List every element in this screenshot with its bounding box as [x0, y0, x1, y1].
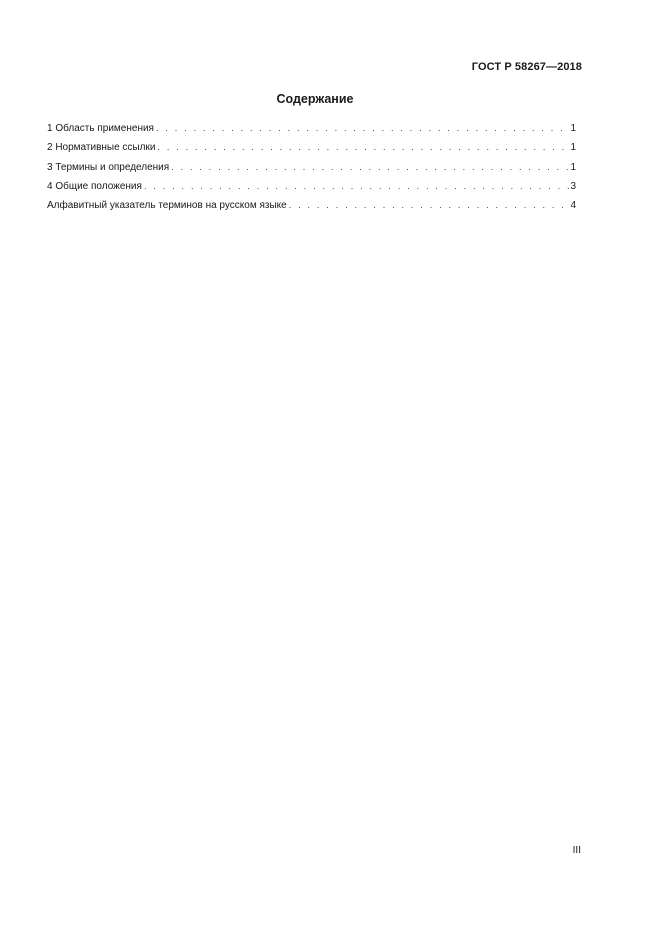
toc-entry[interactable] [47, 162, 576, 181]
toc-entry-page: 1 [570, 142, 576, 154]
toc-entry-page: 4 [570, 200, 576, 212]
toc-entry[interactable] [47, 181, 576, 200]
toc-dot-leader [156, 123, 569, 133]
toc-entry-label: 3 Термины и определения [47, 161, 170, 173]
toc-entry-label: Алфавитный указатель терминов на русском языке [47, 200, 287, 212]
toc-dot-leader [289, 200, 570, 210]
toc-entry-label: 4 Общие положения [47, 180, 142, 192]
table-of-contents [47, 123, 576, 219]
toc-entry[interactable] [47, 123, 576, 142]
toc-entry[interactable] [47, 142, 576, 161]
toc-dot-leader [144, 181, 570, 191]
toc-dot-leader [171, 162, 569, 172]
page-number: III [572, 845, 581, 856]
toc-entry[interactable] [47, 200, 576, 219]
toc-entry-label: 1 Область применения [47, 123, 154, 134]
toc-title: Содержание [276, 92, 354, 106]
toc-dot-leader [157, 142, 569, 152]
toc-entry-page: 1 [570, 161, 576, 173]
toc-entry-page: 3 [570, 180, 576, 192]
document-id: ГОСТ Р 58267—2018 [471, 61, 582, 73]
toc-entry-page: 1 [570, 123, 576, 134]
toc-entry-label: 2 Нормативные ссылки [47, 142, 156, 154]
